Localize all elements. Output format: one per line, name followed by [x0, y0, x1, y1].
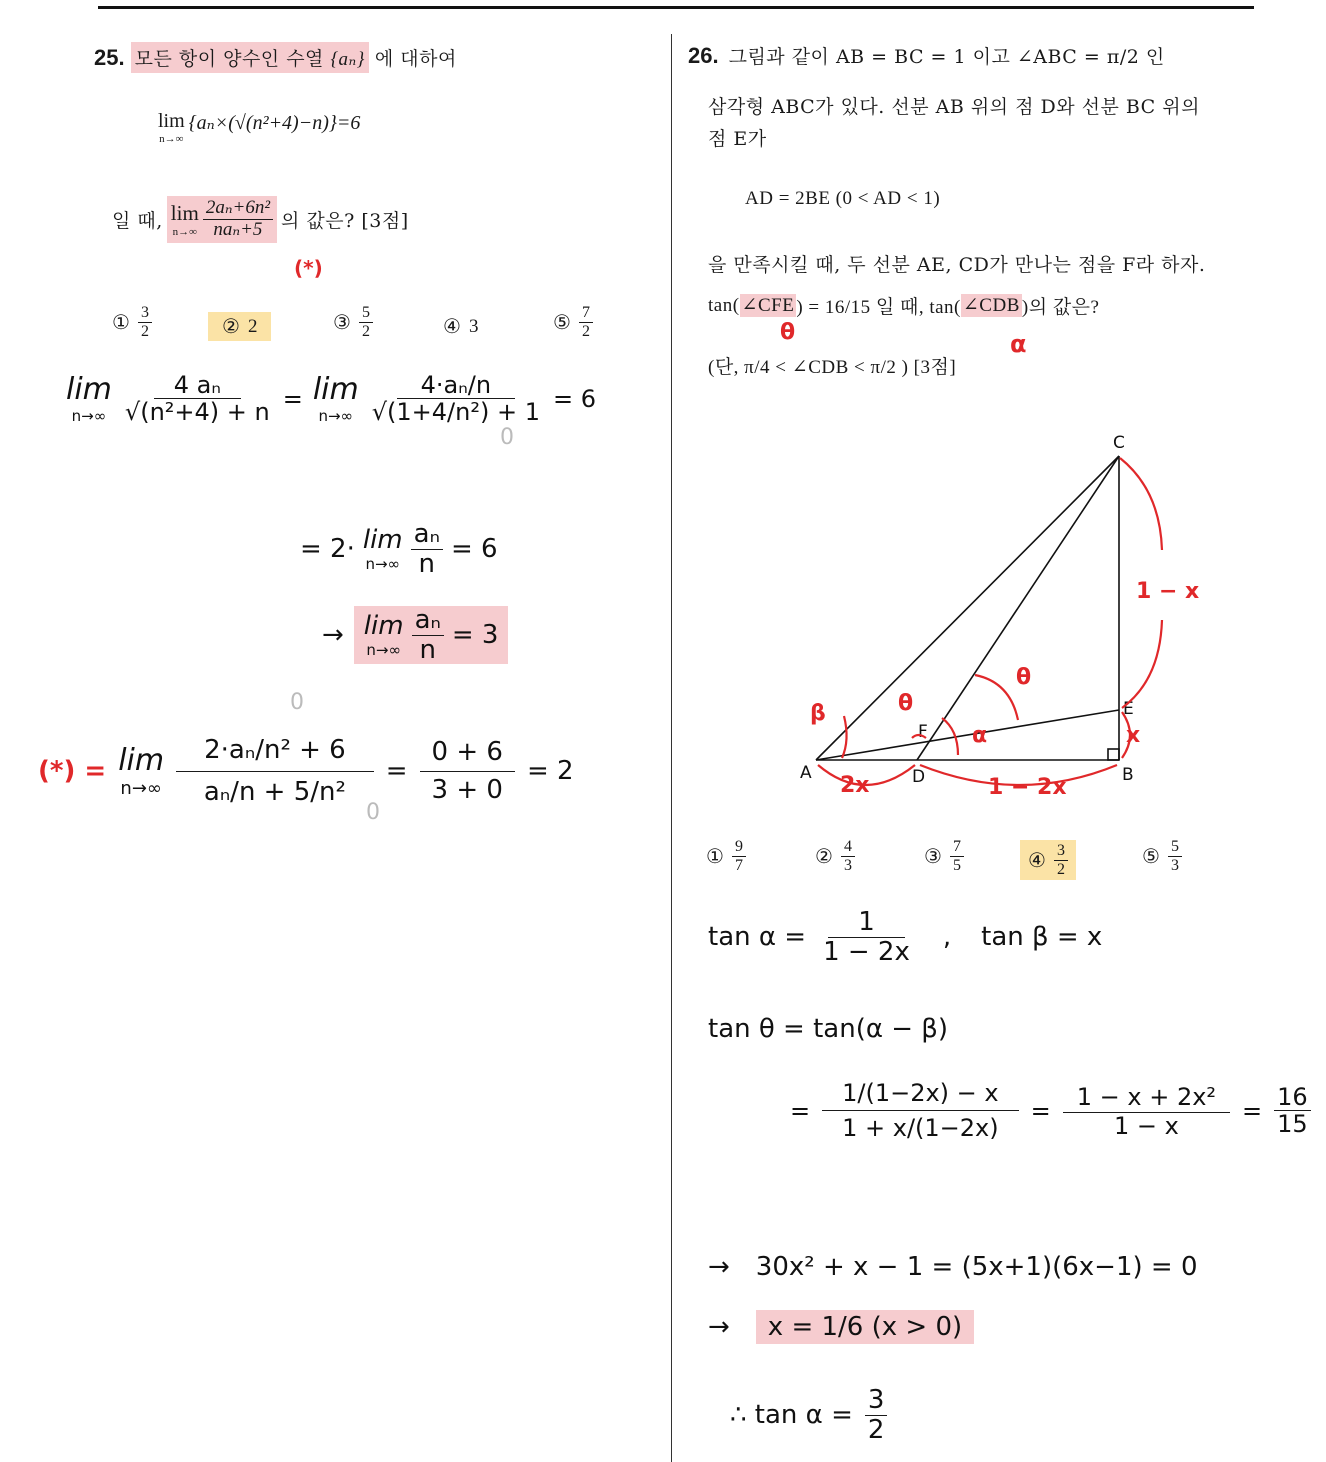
q26-choice-4-num: 3	[1054, 842, 1068, 861]
q25-ask-den: naₙ+5	[213, 218, 263, 240]
q25-sol-s-mid-den: 3 + 0	[431, 774, 503, 805]
q25-choice-4[interactable]	[443, 314, 478, 339]
q25-ask-prefix: 일 때,	[112, 209, 163, 232]
q26-choice-5-num: 5	[1168, 838, 1182, 857]
q25-given-expr: {aₙ×(√(n²+4)−n)}=6	[188, 112, 361, 134]
q26-stem3: 점 E가	[708, 128, 767, 150]
q26-sol-simp-num: 1 − x + 2x²	[1063, 1082, 1230, 1113]
q26-choice-4[interactable]	[1020, 840, 1076, 880]
q25-sol-line3	[322, 606, 508, 664]
q26-choice-3-mark: ③	[924, 845, 942, 868]
label-d: D	[912, 767, 926, 787]
q25-stem: 모든 항이 양수인 수열	[134, 48, 324, 70]
q25-sol-line1	[66, 372, 596, 426]
q25-sol-zero-3: 0	[366, 800, 380, 825]
q25-sol-s-num: 2·aₙ/n² + 6	[176, 730, 374, 772]
note-theta: θ	[1016, 665, 1032, 690]
q25-sol-star-label: (*) =	[38, 756, 107, 787]
arc-beta	[842, 716, 847, 758]
q25-choice-2[interactable]	[208, 312, 271, 341]
q26-choice-4-mark: ④	[1028, 849, 1046, 872]
label-f: F	[918, 722, 928, 742]
q25-sol-l2-pre: = 2·	[300, 534, 355, 565]
q25-sol-lim-4: lim	[363, 611, 404, 642]
q25-choice-1-num: 3	[138, 304, 152, 323]
q25-sol-l2-num: aₙ	[411, 520, 443, 550]
q26-sol-comma: ,	[942, 922, 952, 953]
note-alpha: α	[972, 723, 988, 748]
q26-sol-eq-2: =	[1030, 1096, 1051, 1125]
q25-sol-lim-3: lim	[362, 525, 403, 556]
note-1-minus-x: 1 − x	[1136, 579, 1200, 604]
q26-cond: AD = 2BE (0 < AD < 1)	[745, 188, 941, 209]
q26-sol-ans-den: 2	[867, 1414, 885, 1445]
q25-ask-num: 2aₙ+6n²	[203, 198, 273, 220]
q26-sol-eq-1: =	[790, 1096, 811, 1125]
q26-figure	[760, 420, 1220, 810]
q26-tan-angle1: ∠CFE	[741, 295, 795, 316]
q25-sol-sub-1: n→∞	[71, 407, 107, 426]
q25-choice-1-mark: ①	[112, 311, 130, 334]
q25-header	[94, 42, 457, 73]
q25-sol-l1-den: √(n²+4) + n	[124, 398, 270, 427]
q25-sol-l3-highlight	[354, 606, 509, 664]
q26-sol-tan-beta: tan β = x	[981, 922, 1103, 953]
q26-sol-line4	[708, 1252, 1198, 1282]
q25-ask-suffix: 의 값은? [3점]	[281, 209, 409, 232]
q25-sol-lim-2: lim	[312, 372, 359, 408]
q25-choice-5[interactable]	[553, 304, 593, 340]
q25-sol-eq-2: =	[385, 756, 408, 787]
q26-choice-1-num: 9	[732, 838, 746, 857]
q25-given-sub: n→∞	[159, 133, 184, 145]
q25-choice-3[interactable]	[333, 304, 373, 340]
q25-sol-eq6: = 6	[552, 384, 596, 413]
q26-stem2: 삼각형 ABC가 있다. 선분 AB 위의 점 D와 선분 BC 위의	[708, 96, 1200, 118]
q26-choice-1-mark: ①	[706, 845, 724, 868]
note-theta-2: θ	[898, 691, 914, 716]
q25-sol-l1-num: 4 aₙ	[154, 372, 241, 399]
q26-sol-tan-theta: tan θ = tan(α − β)	[708, 1014, 949, 1044]
q25-sol-zero-1: 0	[500, 425, 514, 450]
q25-sol-l3-num: aₙ	[412, 606, 444, 636]
top-rule	[98, 6, 1254, 9]
note-beta: β	[810, 701, 826, 726]
q26-choice-2-mark: ②	[815, 845, 833, 868]
q26-stem1: 그림과 같이 AB = BC = 1 이고 ∠ABC = π/2 인	[728, 46, 1165, 68]
q25-sol-l1-den2: √(1+4/n²) + 1	[371, 398, 540, 427]
q26-sol-big-num: 1/(1−2x) − x	[822, 1076, 1019, 1111]
q25-star-mark: (*)	[294, 256, 323, 280]
q26-choice-3-den: 5	[952, 856, 961, 874]
segment-ae	[816, 710, 1119, 760]
q25-choice-4-value: 3	[468, 315, 479, 337]
q25-choice-3-num: 5	[359, 304, 373, 323]
q25-number: 25.	[94, 44, 125, 70]
arc-theta	[975, 675, 1018, 720]
q25-sol-s-den: aₙ/n + 5/n²	[203, 776, 346, 807]
q25-given	[158, 110, 360, 145]
q26-sol-arrow-2: →	[708, 1312, 730, 1342]
q26-choice-2[interactable]	[815, 838, 855, 874]
q25-ask	[112, 196, 409, 243]
q25-sol-arrow: →	[322, 620, 344, 651]
q26-choice-5-mark: ⑤	[1142, 845, 1160, 868]
arc-alpha	[942, 718, 958, 755]
q26-choice-2-num: 4	[841, 838, 855, 857]
q25-stem-suffix: 에 대하여	[374, 48, 457, 70]
label-c: C	[1113, 433, 1125, 453]
label-e: E	[1123, 699, 1134, 719]
q25-given-lim: lim	[158, 110, 185, 132]
q26-sol-line1	[708, 908, 1102, 966]
q26-tan-angle2: ∠CDB	[962, 295, 1020, 316]
q26-sol-tan-alpha: tan α =	[708, 922, 807, 953]
q26-sol-poly: 30x² + x − 1 = (5x+1)(6x−1) = 0	[755, 1252, 1198, 1282]
q25-choice-4-mark: ④	[443, 316, 461, 338]
q25-sol-l3-den: n	[419, 634, 436, 665]
q26-choice-3[interactable]	[924, 838, 964, 874]
label-b: B	[1122, 765, 1134, 785]
q26-choice-1-den: 7	[734, 856, 743, 874]
q25-sol-l2-den: n	[418, 548, 436, 579]
q25-sol-sub-5: n→∞	[120, 778, 162, 800]
q25-sol-star	[38, 730, 574, 812]
q26-choice-5-den: 3	[1170, 856, 1179, 874]
label-a: A	[800, 763, 812, 783]
q25-choice-1[interactable]	[112, 304, 152, 340]
q25-choice-1-den: 2	[140, 322, 149, 340]
q26-sol-tan-alpha-den: 1 − 2x	[823, 936, 910, 967]
q26-sol-eq-3: =	[1242, 1096, 1263, 1125]
q25-ask-sub: n→∞	[172, 225, 197, 238]
q25-choice-2-mark: ②	[222, 316, 240, 338]
q25-choice-5-mark: ⑤	[553, 311, 571, 334]
q25-sol-l2-post: = 6	[450, 534, 498, 565]
q26-choice-3-num: 7	[950, 838, 964, 857]
q26-choice-5[interactable]	[1142, 838, 1182, 874]
q26-stem4: 을 만족시킬 때, 두 선분 AE, CD가 만나는 점을 F라 하자.	[708, 254, 1206, 276]
q25-choice-2-value: 2	[247, 315, 258, 337]
side-ac	[816, 456, 1119, 760]
q26-sol-arrow-1: →	[708, 1252, 730, 1282]
q25-seq: {aₙ}	[330, 49, 365, 70]
q25-choice-5-num: 7	[579, 304, 593, 323]
q25-sol-l3-post: = 3	[451, 620, 499, 651]
q25-sol-s-mid-num: 0 + 6	[420, 734, 515, 772]
q25-choice-3-mark: ③	[333, 311, 351, 334]
q26-choice-1[interactable]	[706, 838, 746, 874]
q25-sol-s-result: = 2	[526, 756, 574, 787]
q26-choice-2-den: 3	[843, 856, 852, 874]
q25-choice-5-den: 2	[581, 322, 590, 340]
q25-sol-l1-num2: 4·aₙ/n	[397, 372, 515, 399]
q26-sol-big-den: 1 + x/(1−2x)	[842, 1114, 999, 1143]
q25-sol-sub-2: n→∞	[318, 407, 354, 426]
q25-sol-line2	[300, 520, 498, 578]
q25-sol-zero-2: 0	[290, 690, 304, 715]
q25-sol-lim-5: lim	[118, 743, 165, 779]
note-1-minus-2x: 1 − 2x	[988, 775, 1067, 800]
q25-sol-lim-1: lim	[66, 372, 112, 408]
q26-sol-res-den: 15	[1277, 1110, 1308, 1139]
q26-sol-line5	[708, 1310, 974, 1344]
q26-tan-pre: tan(	[708, 294, 740, 316]
q25-sol-sub-4: n→∞	[366, 641, 401, 660]
q26-sol-therefore: ∴ tan α =	[730, 1400, 853, 1431]
q25-ask-highlight	[167, 196, 277, 243]
note-2x: 2x	[840, 773, 870, 798]
q25-sol-eq-1: =	[282, 384, 303, 413]
q26-tan-post: )의 값은?	[1021, 297, 1100, 318]
q26-sol-line6	[730, 1386, 887, 1444]
q26-tan-line	[708, 292, 1099, 319]
q26-sol-simp-den: 1 − x	[1113, 1112, 1179, 1141]
column-divider	[671, 34, 672, 1462]
q26-sol-x-solution: x = 1/6 (x > 0)	[756, 1310, 974, 1344]
q26-header	[688, 42, 1165, 69]
q26-sol-ans-num: 3	[865, 1386, 888, 1416]
q26-cond2: (단, π/4 < ∠CDB < π/2 ) [3점]	[708, 357, 957, 378]
q26-sol-res-num: 16	[1274, 1084, 1311, 1111]
note-x: x	[1126, 723, 1141, 748]
q26-number: 26.	[688, 42, 719, 68]
q25-stem-highlight	[131, 42, 369, 73]
q26-alpha-mark: α	[1010, 330, 1027, 358]
q26-tan-mid: ) = 16/15 일 때, tan(	[796, 297, 961, 318]
q25-sol-sub-3: n→∞	[365, 555, 401, 574]
right-angle-mark	[1108, 749, 1119, 760]
q25-choice-3-den: 2	[361, 322, 370, 340]
q26-sol-line3	[790, 1076, 1311, 1146]
q26-choice-4-den: 2	[1056, 860, 1065, 878]
q25-ask-lim: lim	[170, 200, 199, 225]
q26-theta-mark: θ	[780, 320, 796, 345]
q26-sol-tan-alpha-num: 1	[828, 908, 905, 938]
